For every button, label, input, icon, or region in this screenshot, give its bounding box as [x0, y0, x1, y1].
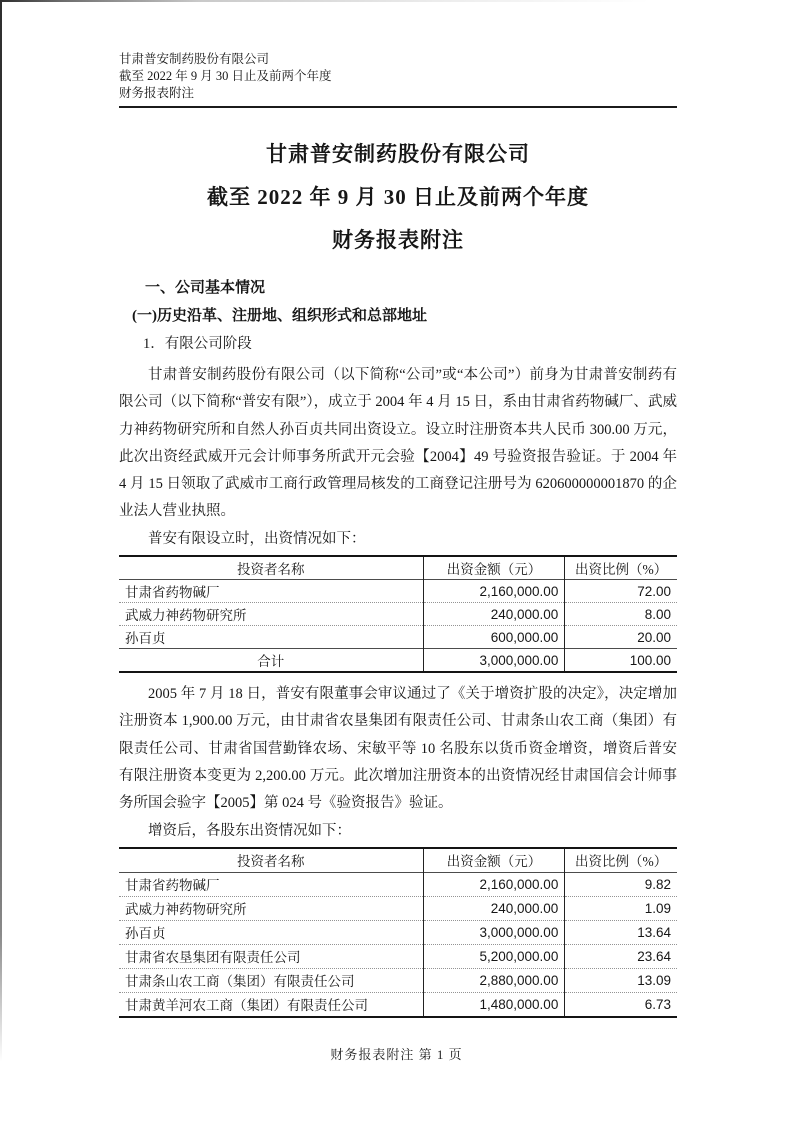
running-header-company: 甘肃普安制药股份有限公司 — [119, 52, 270, 66]
subsection-heading-history: (一)历史沿革、注册地、组织形式和总部地址 — [132, 308, 427, 324]
col-header-investor-name: 投资者名称 — [237, 854, 305, 870]
title-company: 甘肃普安制药股份有限公司 — [266, 142, 530, 166]
initial-capital-table — [119, 555, 677, 673]
paragraph-table1-lead: 普安有限设立时，出资情况如下： — [148, 530, 366, 547]
page-footer — [0, 1046, 793, 1063]
table-cell: 600,000.00 — [423, 626, 565, 649]
section-heading-company-basic-info: 一、公司基本情况 — [145, 280, 266, 296]
table-cell: 5,200,000.00 — [423, 944, 565, 968]
table-cell: 9.82 — [565, 872, 677, 896]
table-cell: 8.00 — [565, 603, 677, 626]
table-cell: 240,000.00 — [423, 896, 565, 920]
table-cell: 240,000.00 — [423, 603, 565, 626]
table-row — [119, 992, 677, 1017]
table-cell: 甘肃省药物碱厂 — [125, 878, 220, 894]
table-cell: 孙百贞 — [125, 926, 166, 942]
table-cell: 23.64 — [565, 944, 677, 968]
page-content — [119, 0, 677, 1018]
table-row — [119, 968, 677, 992]
table-cell: 武威力神药物研究所 — [125, 902, 247, 918]
table-cell: 甘肃省药物碱厂 — [125, 585, 220, 601]
table-cell: 1.09 — [565, 896, 677, 920]
header-divider — [119, 106, 677, 108]
table-cell: 武威力神药物研究所 — [125, 608, 247, 624]
table-cell: 甘肃黄羊河农工商（集团）有限责任公司 — [125, 998, 368, 1014]
table-cell: 1,480,000.00 — [423, 992, 565, 1017]
table-cell: 甘肃省农垦集团有限责任公司 — [125, 950, 301, 966]
table-row — [119, 626, 677, 649]
table-cell: 72.00 — [565, 580, 677, 603]
col-header-capital-ratio: 出资比例（%） — [565, 556, 677, 580]
table-cell: 13.09 — [565, 968, 677, 992]
paragraph-table2-lead: 增资后，各股东出资情况如下： — [148, 822, 351, 839]
increased-capital-table — [119, 847, 677, 1018]
table-cell: 孙百贞 — [125, 631, 166, 647]
running-header-period: 截至 2022 年 9 月 30 日止及前两个年度 — [119, 69, 332, 83]
table-cell: 2,880,000.00 — [423, 968, 565, 992]
table-total-row — [119, 649, 677, 673]
running-header-doctype: 财务报表附注 — [119, 86, 195, 100]
subsection-heading-limited-stage: 1．有限公司阶段 — [143, 336, 252, 352]
total-label: 合计 — [257, 654, 285, 670]
table-row — [119, 896, 677, 920]
col-header-capital-amount: 出资金额（元） — [423, 848, 565, 873]
title-doctype: 财务报表附注 — [332, 228, 464, 252]
document-title — [119, 133, 677, 262]
table-row — [119, 603, 677, 626]
table-header-row — [119, 848, 677, 873]
title-period: 截至 2022 年 9 月 30 日止及前两个年度 — [207, 185, 589, 209]
page-footer-text: 财务报表附注 第 1 页 — [330, 1047, 463, 1062]
table-cell: 甘肃条山农工商（集团）有限责任公司 — [125, 974, 355, 990]
col-header-investor-name: 投资者名称 — [237, 562, 305, 578]
total-amount: 3,000,000.00 — [423, 649, 565, 673]
table-row — [119, 920, 677, 944]
table-row — [119, 944, 677, 968]
table-cell: 13.64 — [565, 920, 677, 944]
total-ratio: 100.00 — [565, 649, 677, 673]
table-header-row — [119, 556, 677, 580]
table-row — [119, 580, 677, 603]
scan-edge-left-artifact — [0, 0, 2, 1062]
table-cell: 2,160,000.00 — [423, 580, 565, 603]
table-cell: 20.00 — [565, 626, 677, 649]
col-header-capital-ratio: 出资比例（%） — [565, 848, 677, 873]
running-header — [119, 0, 677, 102]
table-cell: 2,160,000.00 — [423, 872, 565, 896]
col-header-capital-amount: 出资金额（元） — [423, 556, 565, 580]
paragraph-company-founding: 甘肃普安制药股份有限公司（以下简称“公司”或“本公司”）前身为甘肃普安制药有限公司（以下简称“普安有限”），成立于 2004 年 4 月 15 日，系由甘肃省药物碱厂、武威力神药物研究所和自然人孙百贞共同出资设立。设立时注册资本共人民币 300.00 万元，此次出资经武威开元会计师事务所武开元会验【2004】49 号验资报告验证。于 2004 年 4 月 15 日领取了武威市工商行政管理局核发的工商登记注册号为 620600000001870 的企业法人营业执照。 — [119, 367, 677, 520]
table-cell: 3,000,000.00 — [423, 920, 565, 944]
paragraph-capital-increase: 2005 年 7 月 18 日，普安有限董事会审议通过了《关于增资扩股的决定》，决定增加注册资本 1,900.00 万元，由甘肃省农垦集团有限责任公司、甘肃条山农工商（集团）有限责任公司、甘肃省国营勤锋农场、宋敏平等 10 名股东以货币资金增资，增资后普安有限注册资本变更为 2,200.00 万元。此次增加注册资本的出资情况经甘肃国信会计师事务所国会验字【2005】第 024 号《验资报告》验证。 — [119, 686, 677, 812]
table-row — [119, 872, 677, 896]
table-cell: 6.73 — [565, 992, 677, 1017]
